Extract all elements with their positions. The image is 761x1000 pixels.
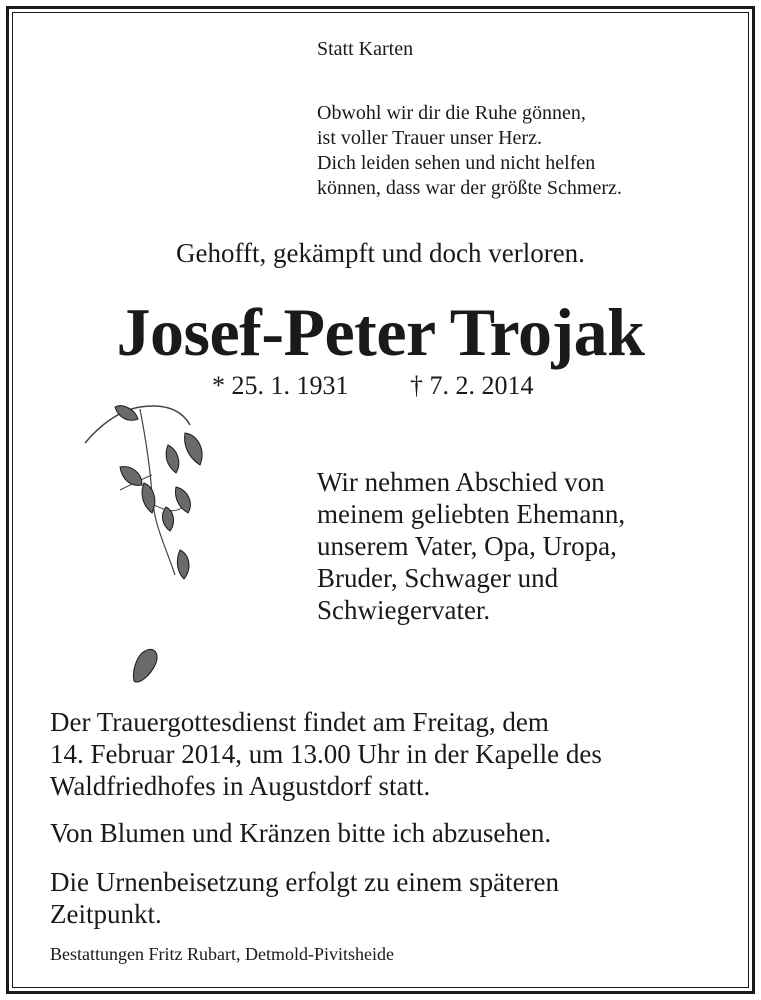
urn-line: Die Urnenbeisetzung erfolgt zu einem späteren (50, 867, 560, 897)
poem-line: Dich leiden sehen und nicht helfen (317, 152, 596, 174)
poem-line: ist voller Trauer unser Herz. (317, 127, 542, 149)
poem (317, 101, 622, 201)
farewell-line: Wir nehmen Abschied von (317, 467, 605, 497)
service-line: Der Trauergottesdienst findet am Freitag, dem (50, 707, 549, 737)
header-statt-karten: Statt Karten (317, 38, 414, 60)
flowers-note: Von Blumen und Kränzen bitte ich abzusehen. (50, 818, 552, 848)
deceased-name: Josef-Peter Trojak (116, 294, 645, 370)
service-line: Waldfriedhofes in Augustdorf statt. (50, 771, 431, 801)
farewell-line: meinem geliebten Ehemann, (317, 499, 626, 529)
slogan: Gehofft, gekämpft und doch verloren. (176, 238, 585, 268)
farewell-line: Schwiegervater. (317, 595, 491, 625)
urn-line: Zeitpunkt. (50, 899, 162, 929)
urn-note (50, 866, 559, 930)
birch-branch-icon (80, 395, 230, 695)
farewell-text (317, 466, 625, 626)
poem-line: können, dass war der größte Schmerz. (317, 177, 622, 199)
farewell-line: Bruder, Schwager und (317, 563, 559, 593)
birth-date: * 25. 1. 1931 (212, 371, 349, 400)
service-line: 14. Februar 2014, um 13.00 Uhr in der Kapelle des (50, 739, 602, 769)
farewell-line: unserem Vater, Opa, Uropa, (317, 531, 617, 561)
death-date: † 7. 2. 2014 (410, 371, 534, 400)
undertaker: Bestattungen Fritz Rubart, Detmold-Pivitsheide (50, 944, 394, 964)
poem-line: Obwohl wir dir die Ruhe gönnen, (317, 102, 586, 124)
service-info (50, 706, 602, 802)
